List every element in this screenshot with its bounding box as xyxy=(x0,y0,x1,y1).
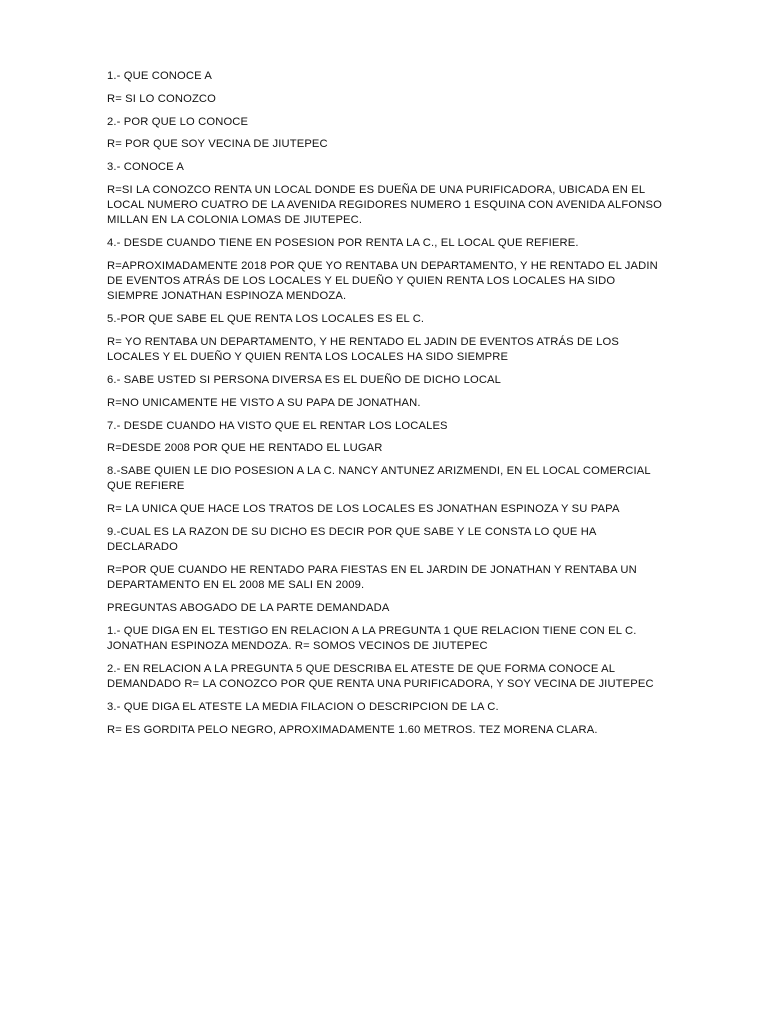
cross-question-1: 1.- QUE DIGA EN EL TESTIGO EN RELACION A LA PREGUNTA 1 QUE RELACION TIENE CON EL C. JONATHAN ESPINOZA MENDOZA. R= SOMOS VECINOS DE JIUTEPEC xyxy=(107,624,637,652)
question-6: 6.- SABE USTED SI PERSONA DIVERSA ES EL DUEÑO DE DICHO LOCAL xyxy=(107,373,502,386)
answer-7: R=DESDE 2008 POR QUE HE RENTADO EL LUGAR xyxy=(107,442,383,455)
answer-5: R= YO RENTABA UN DEPARTAMENTO, Y HE RENTADO EL JADIN DE EVENTOS ATRÁS DE LOS LOCALES Y EL DUEÑO Y QUIEN RENTA LOS LOCALES HA SIDO SIEMPRE xyxy=(107,335,619,364)
question-8: 8.-SABE QUIEN LE DIO POSESION A LA C. NANCY ANTUNEZ ARIZMENDI, EN EL LOCAL COMERCIAL QUE REFIERE xyxy=(107,465,651,493)
answer-9: R=POR QUE CUANDO HE RENTADO PARA FIESTAS EN EL JARDIN DE JONATHAN Y RENTABA UN DEPARTAMENTO EN EL 2008 ME SALI EN 2009. xyxy=(107,563,637,592)
answer-6: R=NO UNICAMENTE HE VISTO A SU PAPA DE JONATHAN. xyxy=(107,396,421,409)
question-1: 1.- QUE CONOCE A xyxy=(107,70,212,82)
question-3: 3.- CONOCE A xyxy=(107,161,185,174)
cross-question-3: 3.- QUE DIGA EL ATESTE LA MEDIA FILACION O DESCRIPCION DE LA C. xyxy=(107,700,499,713)
answer-4: R=APROXIMADAMENTE 2018 POR QUE YO RENTABA UN DEPARTAMENTO, Y HE RENTADO EL JADIN DE EVENTOS ATRÁS DE LOS LOCALES Y EL DUEÑO Y QUIEN RENTA LOS LOCALES HA SIDO SIEMPRE JONATHAN ESPINOZA MENDOZA. xyxy=(107,259,658,303)
cross-question-2: 2.- EN RELACION A LA PREGUNTA 5 QUE DESCRIBA EL ATESTE DE QUE FORMA CONOCE AL DEMANDADO R= LA CONOZCO POR QUE RENTA UNA PURIFICADORA, Y SOY VECINA DE JIUTEPEC xyxy=(107,662,654,690)
question-5: 5.-POR QUE SABE EL QUE RENTA LOS LOCALES ES EL C. xyxy=(107,313,425,326)
question-7: 7.- DESDE CUANDO HA VISTO QUE EL RENTAR LOS LOCALES xyxy=(107,419,448,432)
answer-8: R= LA UNICA QUE HACE LOS TRATOS DE LOS LOCALES ES JONATHAN ESPINOZA Y SU PAPA xyxy=(107,503,620,516)
answer-2: R= POR QUE SOY VECINA DE JIUTEPEC xyxy=(107,138,328,151)
question-9: 9.-CUAL ES LA RAZON DE SU DICHO ES DECIR POR QUE SABE Y LE CONSTA LO QUE HA DECLARADO xyxy=(107,525,596,554)
question-2: 2.- POR QUE LO CONOCE xyxy=(107,115,249,128)
cross-answer-3: R= ES GORDITA PELO NEGRO, APROXIMADAMENTE 1.60 METROS. TEZ MORENA CLARA. xyxy=(107,723,598,736)
answer-1: R= SI LO CONOZCO xyxy=(107,92,217,105)
question-4: 4.- DESDE CUANDO TIENE EN POSESION POR RENTA LA C., EL LOCAL QUE REFIERE. xyxy=(107,237,579,250)
document-page xyxy=(107,69,663,745)
section-heading: PREGUNTAS ABOGADO DE LA PARTE DEMANDADA xyxy=(107,601,390,614)
answer-3: R=SI LA CONOZCO RENTA UN LOCAL DONDE ES DUEÑA DE UNA PURIFICADORA, UBICADA EN EL LOCAL NUMERO CUATRO DE LA AVENIDA REGIDORES NUMERO 1 ESQUINA CON AVENIDA ALFONSO MILLAN EN LA COLONIA LOMAS DE JIUTEPEC. xyxy=(107,183,662,227)
